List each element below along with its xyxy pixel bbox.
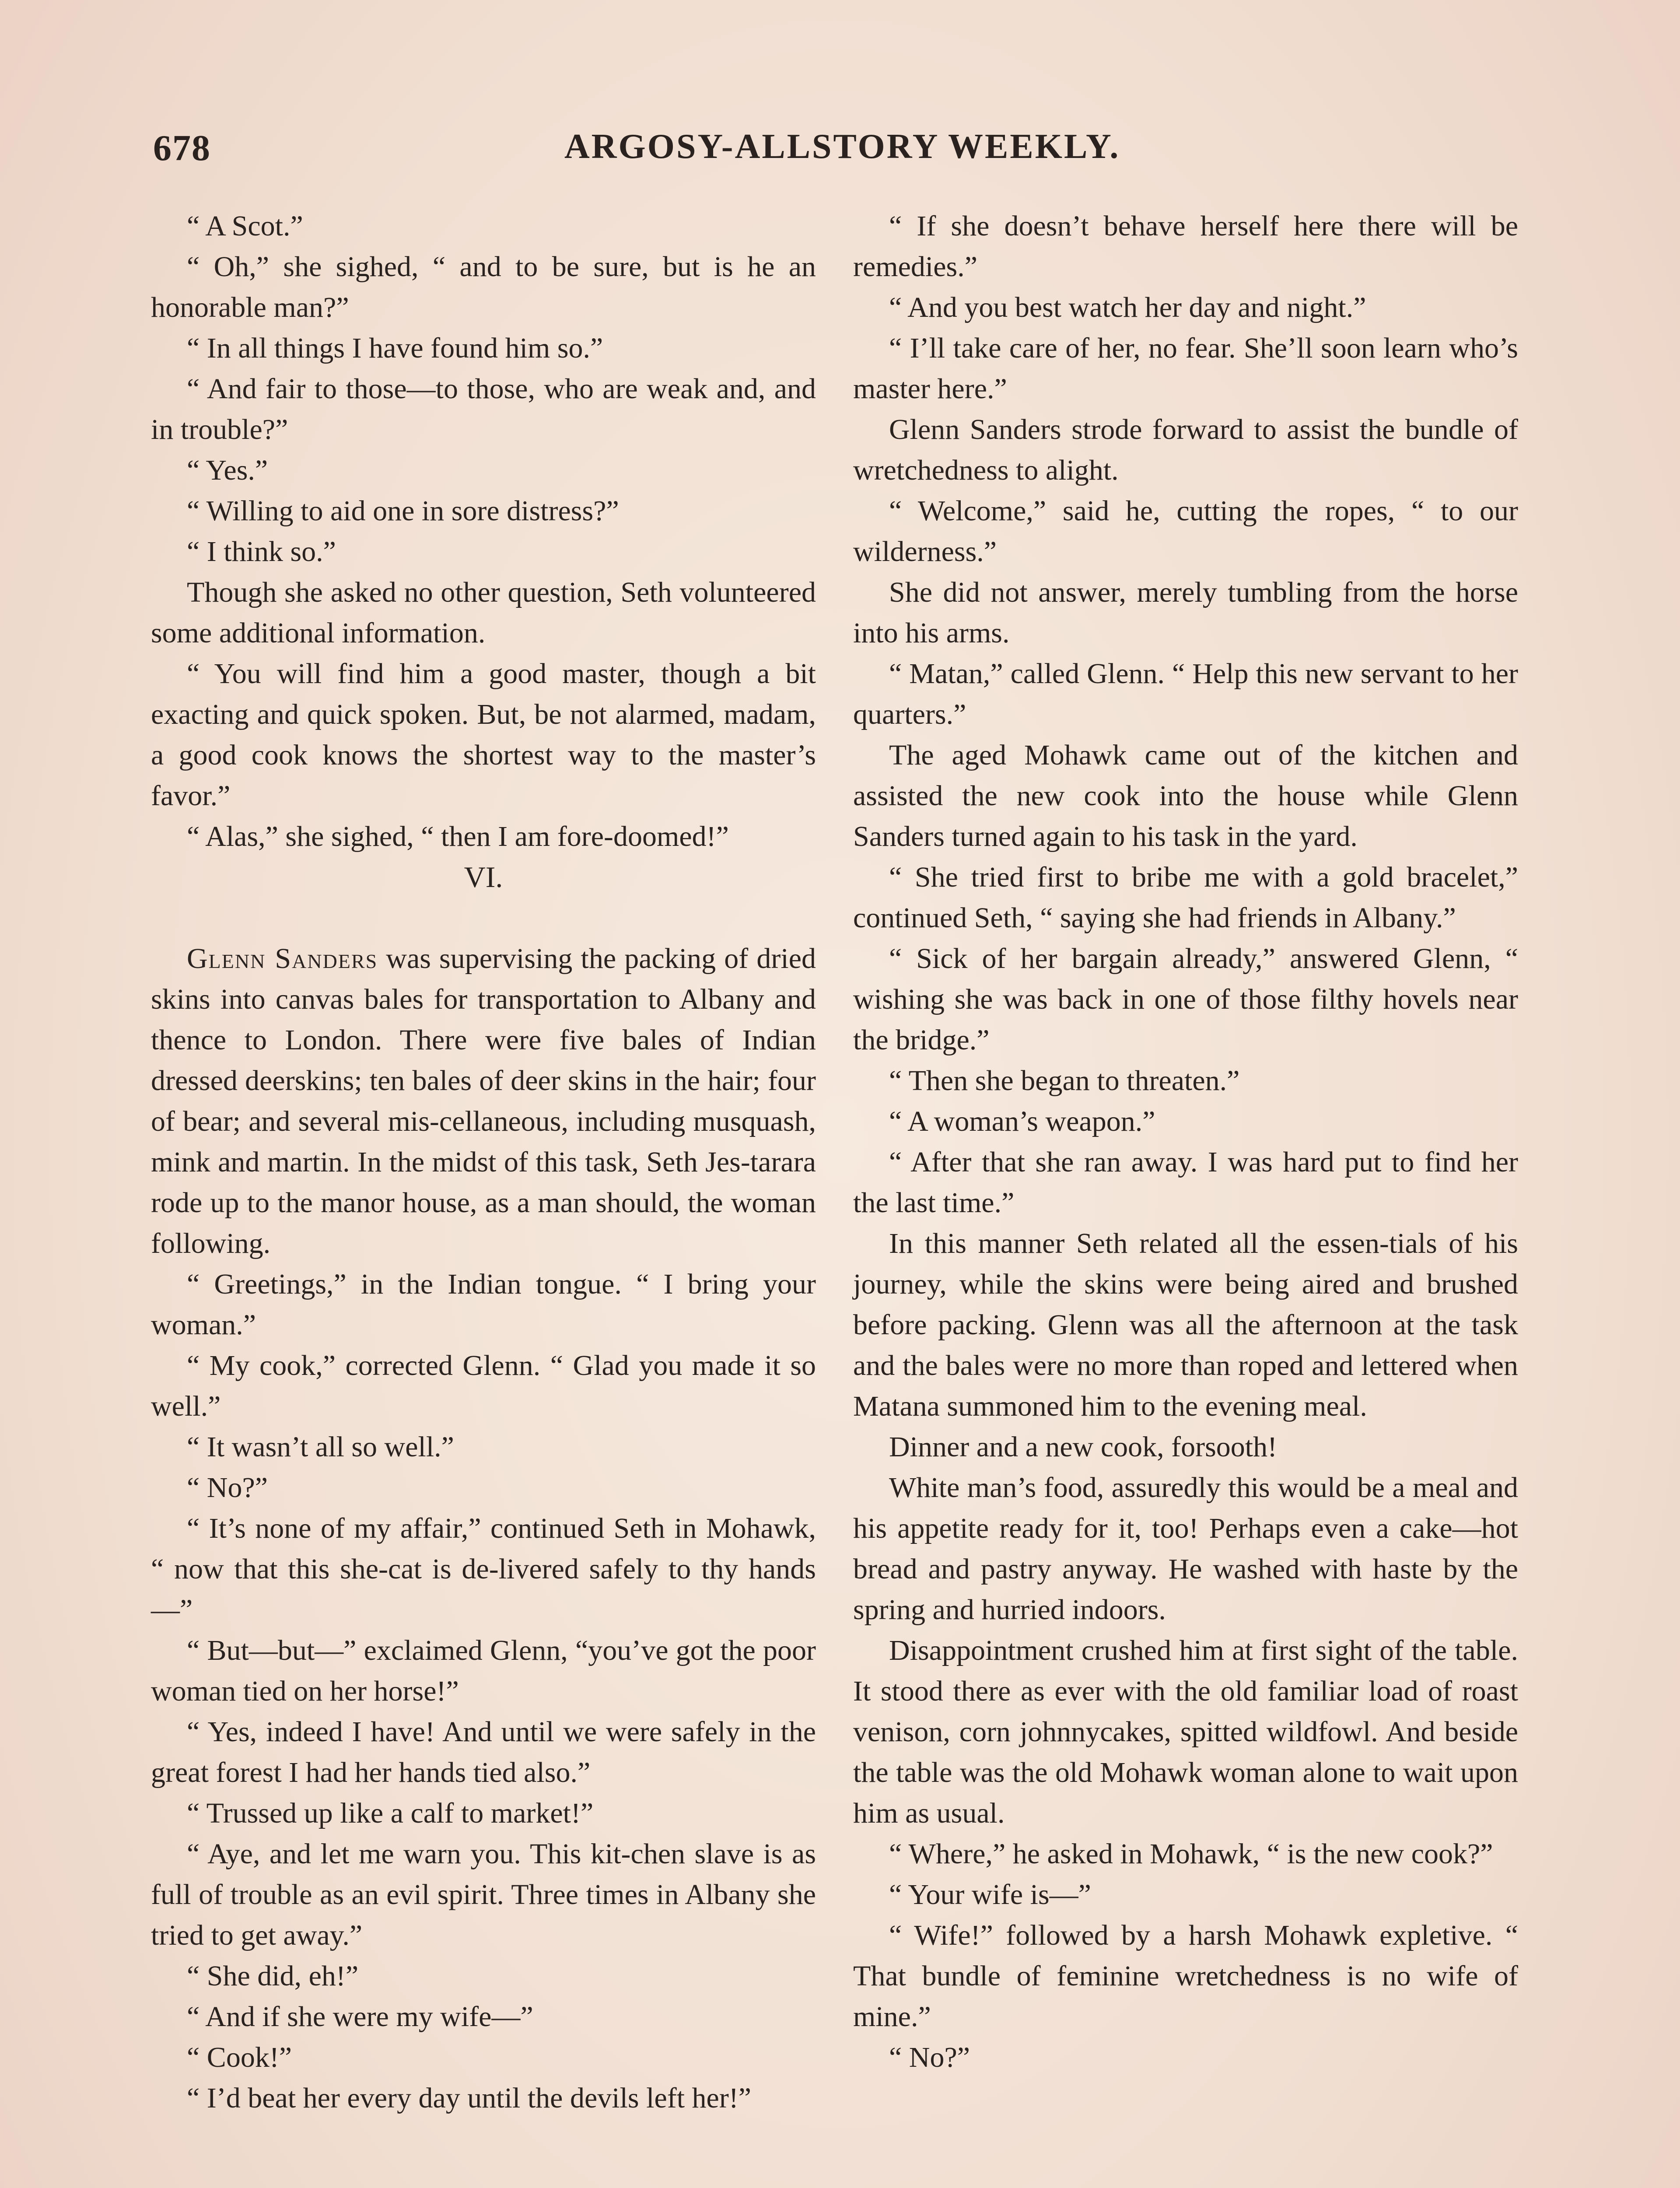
paragraph: “ If she doesn’t behave herself here there will be remedies.” (853, 210, 1518, 283)
paragraph: “ In all things I have found him so.” (187, 332, 603, 364)
lead-text: was supervising the packing of dried skins into canvas bales for transportation to Albany and thence to London. There were five bales of Indian dressed deerskins; ten bales of deer skins in the hair; four of bear; and several mis-cellaneous, including musquash, mink and martin. In the midst of this task, Seth Jes-tarara rode up to the manor house, as a man should, the woman following. (151, 943, 816, 1259)
paragraph: “ Aye, and let me warn you. This kit-chen slave is as full of trouble as an evil spirit. Three times in Albany she tried to get away.” (151, 1838, 816, 1951)
paragraph: Glenn Sanders strode forward to assist the bundle of wretchedness to alight. (853, 414, 1518, 486)
paragraph: “ Your wife is—” (889, 1879, 1091, 1911)
paragraph: “ I’d beat her every day until the devils left her!” (187, 2082, 752, 2114)
paragraph: “ It’s none of my affair,” continued Seth in Mohawk, “ now that this she-cat is de-livered safely to thy hands—” (151, 1512, 816, 1626)
paragraph: “ A woman’s weapon.” (889, 1105, 1155, 1137)
paragraph: “ Greetings,” in the Indian tongue. “ I bring your woman.” (151, 1268, 816, 1341)
paragraph: “ My cook,” corrected Glenn. “ Glad you made it so well.” (151, 1350, 816, 1422)
paragraph: “ Matan,” called Glenn. “ Help this new servant to her quarters.” (853, 658, 1518, 730)
paragraph: “ Then she began to threaten.” (889, 1065, 1240, 1097)
paragraph: Though she asked no other question, Seth volunteered some additional information. (151, 576, 816, 649)
paragraph: “ She tried first to bribe me with a gold bracelet,” continued Seth, “ saying she had friends in Albany.” (853, 861, 1518, 934)
paragraph: “ Willing to aid one in sore distress?” (187, 495, 619, 527)
paragraph: “ Wife!” followed by a harsh Mohawk expletive. “ That bundle of feminine wretchedness is no wife of mine.” (853, 1919, 1518, 2033)
left-column (151, 206, 816, 2118)
paragraph: Dinner and a new cook, forsooth! (889, 1431, 1278, 1463)
paragraph: “ Yes, indeed I have! And until we were safely in the great forest I had her hands tied also.” (151, 1716, 816, 1788)
paragraph: “ You will find him a good master, though a bit exacting and quick spoken. But, be not alarmed, madam, a good cook knows the shortest way to the master’s favor.” (151, 658, 816, 812)
running-head: ARGOSY-ALLSTORY WEEKLY. (564, 127, 1120, 166)
paragraph: “ Oh,” she sighed, “ and to be sure, but is he an honorable man?” (151, 251, 816, 323)
paragraph: “ But—but—” exclaimed Glenn, “you’ve got the poor woman tied on her horse!” (151, 1634, 816, 1707)
paragraph: “ And if she were my wife—” (187, 2001, 533, 2033)
paragraph: “ After that she ran away. I was hard put to find her the last time.” (853, 1146, 1518, 1219)
paragraph: “ Where,” he asked in Mohawk, “ is the new cook?” (889, 1838, 1493, 1870)
paragraph: The aged Mohawk came out of the kitchen and assisted the new cook into the house while Glenn Sanders turned again to his task in the yard. (853, 739, 1518, 852)
page-header (153, 127, 1531, 175)
paragraph: “ And you best watch her day and night.” (889, 291, 1366, 323)
section-lead-paragraph (151, 938, 816, 1264)
paragraph: She did not answer, merely tumbling from the horse into his arms. (853, 576, 1518, 649)
paragraph: “ Yes.” (187, 454, 268, 486)
paragraph: “ Cook!” (187, 2041, 292, 2073)
paragraph: “ Welcome,” said he, cutting the ropes, “ to our wilderness.” (853, 495, 1518, 568)
page-number: 678 (153, 128, 211, 168)
paragraph: “ No?” (187, 1472, 268, 1504)
paragraph: “ No?” (889, 2041, 970, 2073)
paragraph: “ Alas,” she sighed, “ then I am fore-doomed!” (187, 820, 729, 852)
paragraph: “ I think so.” (187, 536, 336, 568)
paragraph: In this manner Seth related all the essen-tials of his journey, while the skins were being aired and brushed before packing. Glenn was all the afternoon at the task and the bales were no more than roped and lettered when Matana summoned him to the evening meal. (853, 1227, 1518, 1422)
paragraph: “ And fair to those—to those, who are weak and, and in trouble?” (151, 373, 816, 445)
paragraph: “ Sick of her bargain already,” answered Glenn, “ wishing she was back in one of those filthy hovels near the bridge.” (853, 943, 1518, 1056)
right-column (853, 206, 1518, 2078)
paragraph: “ She did, eh!” (187, 1960, 359, 1992)
paragraph: “ It wasn’t all so well.” (187, 1431, 454, 1463)
paragraph: Disappointment crushed him at first sight of the table. It stood there as ever with the old familiar load of roast venison, corn johnnycakes, spitted wildfowl. And beside the table was the old Mohawk woman alone to wait upon him as usual. (853, 1634, 1518, 1829)
paragraph: “ Trussed up like a calf to market!” (187, 1797, 594, 1829)
chapter-heading: VI. (464, 860, 503, 894)
paragraph: “ A Scot.” (187, 210, 303, 242)
paragraph: White man’s food, assuredly this would be a meal and his appetite ready for it, too! Perhaps even a cake—hot bread and pastry anyway. He washed with haste by the spring and hurried indoors. (853, 1472, 1518, 1626)
lead-smallcaps: Glenn Sanders (187, 943, 378, 975)
paragraph: “ I’ll take care of her, no fear. She’ll soon learn who’s master here.” (853, 332, 1518, 405)
